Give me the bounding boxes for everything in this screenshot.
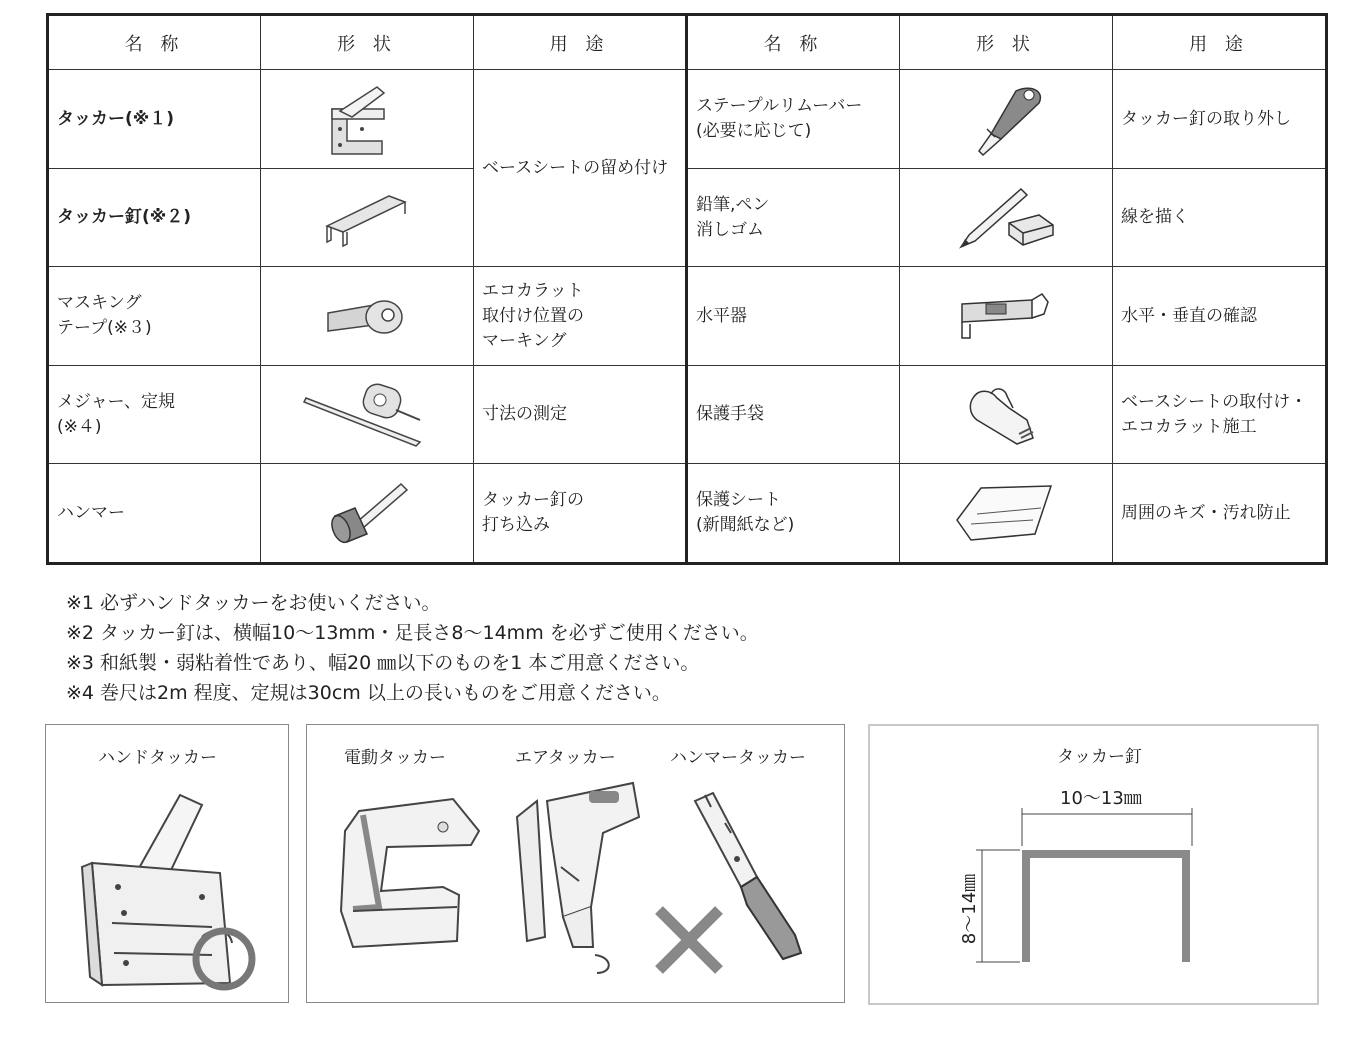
pencil-eraser-icon [951,183,1061,253]
shape-cell [900,168,1113,267]
footnote-4: ※4 巻尺は2m 程度、定規は30cm 以上の長いものをご用意ください。 [66,682,671,704]
name-line: ステープルリムーバー [696,96,863,117]
gloves-icon [961,380,1051,450]
table-row [48,168,1327,267]
use-line: エコカラット [482,280,584,301]
table-row [48,464,1327,564]
hammer-tacker-icon [685,783,825,983]
air-tacker-caption: エアタッカー [515,748,616,768]
header-use-right: 用 途 [1113,15,1327,70]
tool-use-hammer [474,464,687,564]
staple-caption: タッカー釘 [1057,747,1142,767]
table-row [48,365,1327,464]
use-line: エコカラット施工 [1121,416,1257,437]
staple-dimension-diagram [870,726,1317,1003]
shape-cell [900,365,1113,464]
use-line: タッカー釘の [482,490,584,511]
shape-cell [261,464,474,564]
tool-use-masking-tape [474,267,687,366]
staple-dimension-panel [868,724,1319,1005]
header-shape-left: 形 状 [261,15,474,70]
shape-cell [900,464,1113,564]
shape-cell [261,365,474,464]
header-name-left: 名 称 [48,15,261,70]
hammer-tacker-caption: ハンマータッカー [670,748,806,768]
staple-remover-icon [961,79,1051,159]
tool-name-protective-sheet [687,464,900,564]
tool-name-tacker: タッカー(※１) [48,70,261,169]
header-shape-right: 形 状 [900,15,1113,70]
staple-width-label: 10～13㎜ [1060,788,1142,809]
level-icon [956,286,1056,346]
not-allowed-tackers-panel [306,724,845,1003]
use-line: マーキング [482,330,567,351]
electric-tacker-icon [323,791,483,961]
tool-name-staple: タッカー釘(※２) [48,168,261,267]
name-line: (必要に応じて) [696,121,812,142]
hand-tacker-caption: ハンドタッカー [98,748,217,768]
shape-cell [261,70,474,169]
name-line: 鉛筆,ペン [696,194,770,215]
name-line: メジャー、定規 [57,391,175,412]
tool-name-level: 水平器 [687,267,900,366]
shape-cell [900,267,1113,366]
name-line: テープ(※３) [57,318,152,339]
footnote-2: ※2 タッカー釘は、横幅10～13mm・足長さ8～14mm を必ずご使用ください。 [66,622,759,644]
tool-use-staple-remover: タッカー釘の取り外し [1113,70,1327,169]
use-line: ベースシートの取付け・ [1121,391,1308,412]
tape-measure-ruler-icon [302,380,432,450]
staple-icon [317,188,417,248]
shape-cell [900,70,1113,169]
name-line: 保護シート [696,490,781,511]
name-line: (※４) [57,416,102,437]
footnotes [66,588,759,708]
table-row [48,267,1327,366]
name-line: 消しゴム [696,219,764,240]
shape-cell [261,267,474,366]
tool-name-masking-tape [48,267,261,366]
shape-cell [261,168,474,267]
masking-tape-icon [322,291,412,341]
footnote-3: ※3 和紙製・弱粘着性であり、幅20 ㎜以下のものを1 本ご用意ください。 [66,652,700,674]
use-line: 打ち込み [482,515,550,536]
tool-use-merged: ベースシートの留め付け [474,70,687,267]
staple-height-label: 8～14㎜ [959,873,980,945]
name-line: (新聞紙など) [696,515,795,536]
header-name-right: 名 称 [687,15,900,70]
tool-name-hammer: ハンマー [48,464,261,564]
tool-use-level: 水平・垂直の確認 [1113,267,1327,366]
tool-name-gloves: 保護手袋 [687,365,900,464]
hammer-icon [317,478,417,548]
tool-use-gloves [1113,365,1327,464]
air-tacker-icon [503,777,653,977]
tool-name-measure [48,365,261,464]
protective-sheet-icon [951,478,1061,548]
tool-use-protective-sheet: 周囲のキズ・汚れ防止 [1113,464,1327,564]
table-header-row [48,15,1327,70]
tools-table [46,13,1328,565]
use-line: 取付け位置の [482,305,584,326]
hand-tacker-icon [322,79,412,159]
electric-tacker-caption: 電動タッカー [344,748,446,768]
hand-tacker-illustration [52,777,282,997]
tool-name-pencil [687,168,900,267]
tool-name-staple-remover [687,70,900,169]
tool-use-pencil: 線を描く [1113,168,1327,267]
name-line: マスキング [57,293,142,314]
table-row [48,70,1327,169]
footnote-1: ※1 必ずハンドタッカーをお使いください。 [66,592,441,614]
hand-tacker-panel [45,724,289,1003]
header-use-left: 用 途 [474,15,687,70]
tool-use-measure: 寸法の測定 [474,365,687,464]
